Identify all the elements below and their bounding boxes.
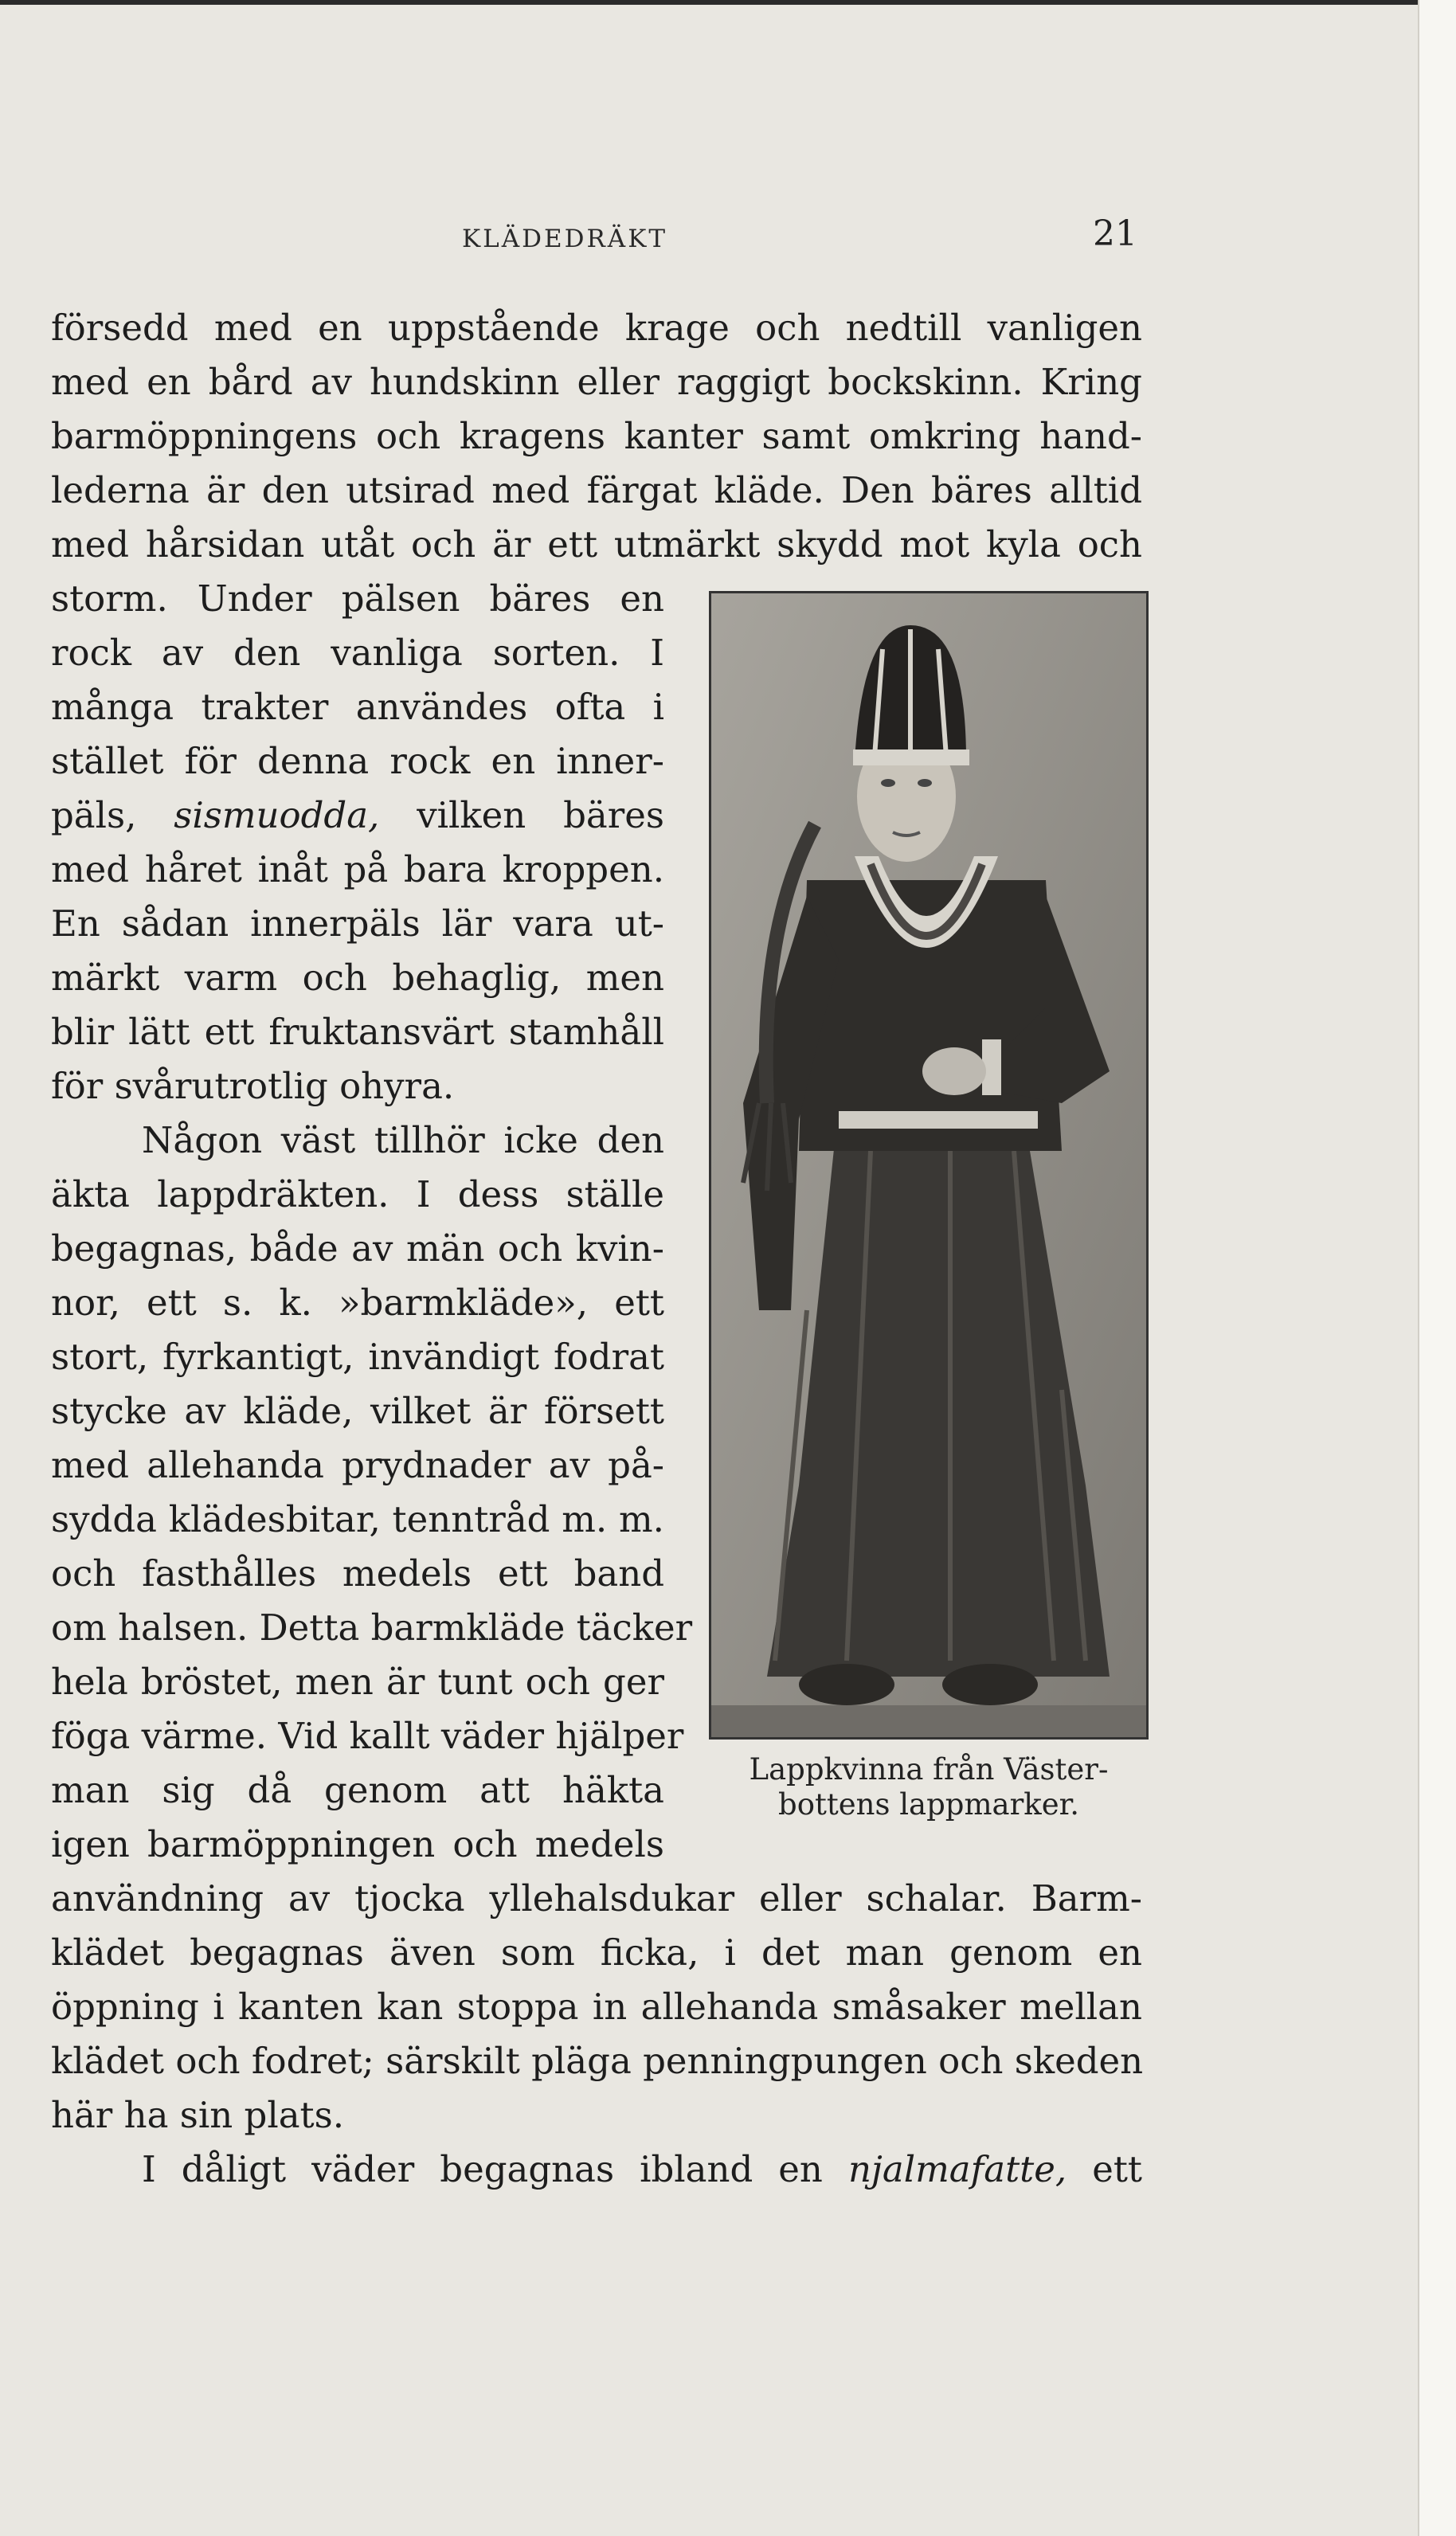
text-line: Någon väst tillhör icke den: [142, 1119, 664, 1161]
text-line: användning av tjocka yllehalsdukar eller schalar. Barm-: [51, 1877, 1142, 1920]
italic-term: njalmafatte,: [847, 2148, 1067, 2190]
text-line: stort, fyrkantigt, invändigt fodrat: [51, 1336, 664, 1378]
figure-caption: [706, 1752, 1152, 1822]
text-line: igen barmöppningen och medels: [51, 1823, 664, 1865]
text-line: man sig då genom att häkta: [51, 1769, 664, 1811]
woman-photo: [711, 593, 1146, 1737]
page-top-edge: [0, 0, 1418, 5]
text-word: päls,: [51, 794, 137, 836]
text-line: med håret inåt på bara kroppen.: [51, 848, 664, 890]
text-line: med en bård av hundskinn eller raggigt bockskinn. Kring: [51, 361, 1142, 403]
text-line: stycke av kläde, vilket är försett: [51, 1390, 664, 1432]
text-line: öppning i kanten kan stoppa in allehanda småsaker mellan: [51, 1986, 1142, 2028]
page-number: 21: [1093, 213, 1137, 254]
text-line: barmöppningens och kragens kanter samt omkring hand-: [51, 415, 1142, 457]
text-line: föga värme. Vid kallt väder hjälper: [51, 1715, 684, 1757]
page-right-edge: [1418, 0, 1456, 2536]
text-line: hela bröstet, men är tunt och ger: [51, 1661, 664, 1703]
text-line: med hårsidan utåt och är ett utmärkt skydd mot kyla och: [51, 523, 1142, 566]
text-line: [142, 2146, 1142, 2194]
text-line: klädet begagnas även som ficka, i det man genom en: [51, 1931, 1142, 1974]
text-line: [51, 792, 664, 839]
text-line: här ha sin plats.: [51, 2094, 345, 2136]
caption-line: bottens lappmarker.: [778, 1787, 1079, 1822]
text-line: begagnas, både av män och kvin-: [51, 1227, 664, 1270]
photo-figure: [709, 591, 1149, 1740]
text-line: och fasthålles medels ett band: [51, 1552, 664, 1595]
text-line: stället för denna rock en inner-: [51, 740, 664, 782]
text-line: med allehanda prydnader av på-: [51, 1444, 664, 1486]
italic-term: sismuodda,: [174, 794, 380, 836]
text-line: om halsen. Detta barmkläde täcker: [51, 1607, 693, 1649]
text-line: nor, ett s. k. »barmkläde», ett: [51, 1282, 664, 1324]
text-word: ett: [1092, 2148, 1143, 2190]
caption-line: Lappkvinna från Väster-: [749, 1752, 1109, 1787]
text-line: försedd med en uppstående krage och nedtill vanligen: [51, 307, 1142, 349]
text-line: lederna är den utsirad med färgat kläde. Den bäres alltid: [51, 469, 1142, 511]
text-line: blir lätt ett fruktansvärt stamhåll: [51, 1011, 664, 1053]
running-title: KLÄDEDRÄKT: [462, 225, 668, 253]
text-line: En sådan innerpäls lär vara ut-: [51, 902, 664, 945]
text-line: storm. Under pälsen bäres en: [51, 577, 664, 620]
text-line: sydda klädesbitar, tenntråd m. m.: [51, 1498, 664, 1540]
text-line: klädet och fodret; särskilt pläga penningpungen och skeden: [51, 2040, 1144, 2082]
text-word: I dåligt väder begagnas ibland en: [142, 2148, 823, 2190]
text-line: rock av den vanliga sorten. I: [51, 632, 664, 674]
text-line: märkt varm och behaglig, men: [51, 957, 664, 999]
text-word: vilken bäres: [417, 794, 664, 836]
text-line: för svårutrotlig ohyra.: [51, 1065, 455, 1107]
text-line: äkta lappdräkten. I dess ställe: [51, 1173, 664, 1215]
text-line: många trakter användes ofta i: [51, 686, 664, 728]
